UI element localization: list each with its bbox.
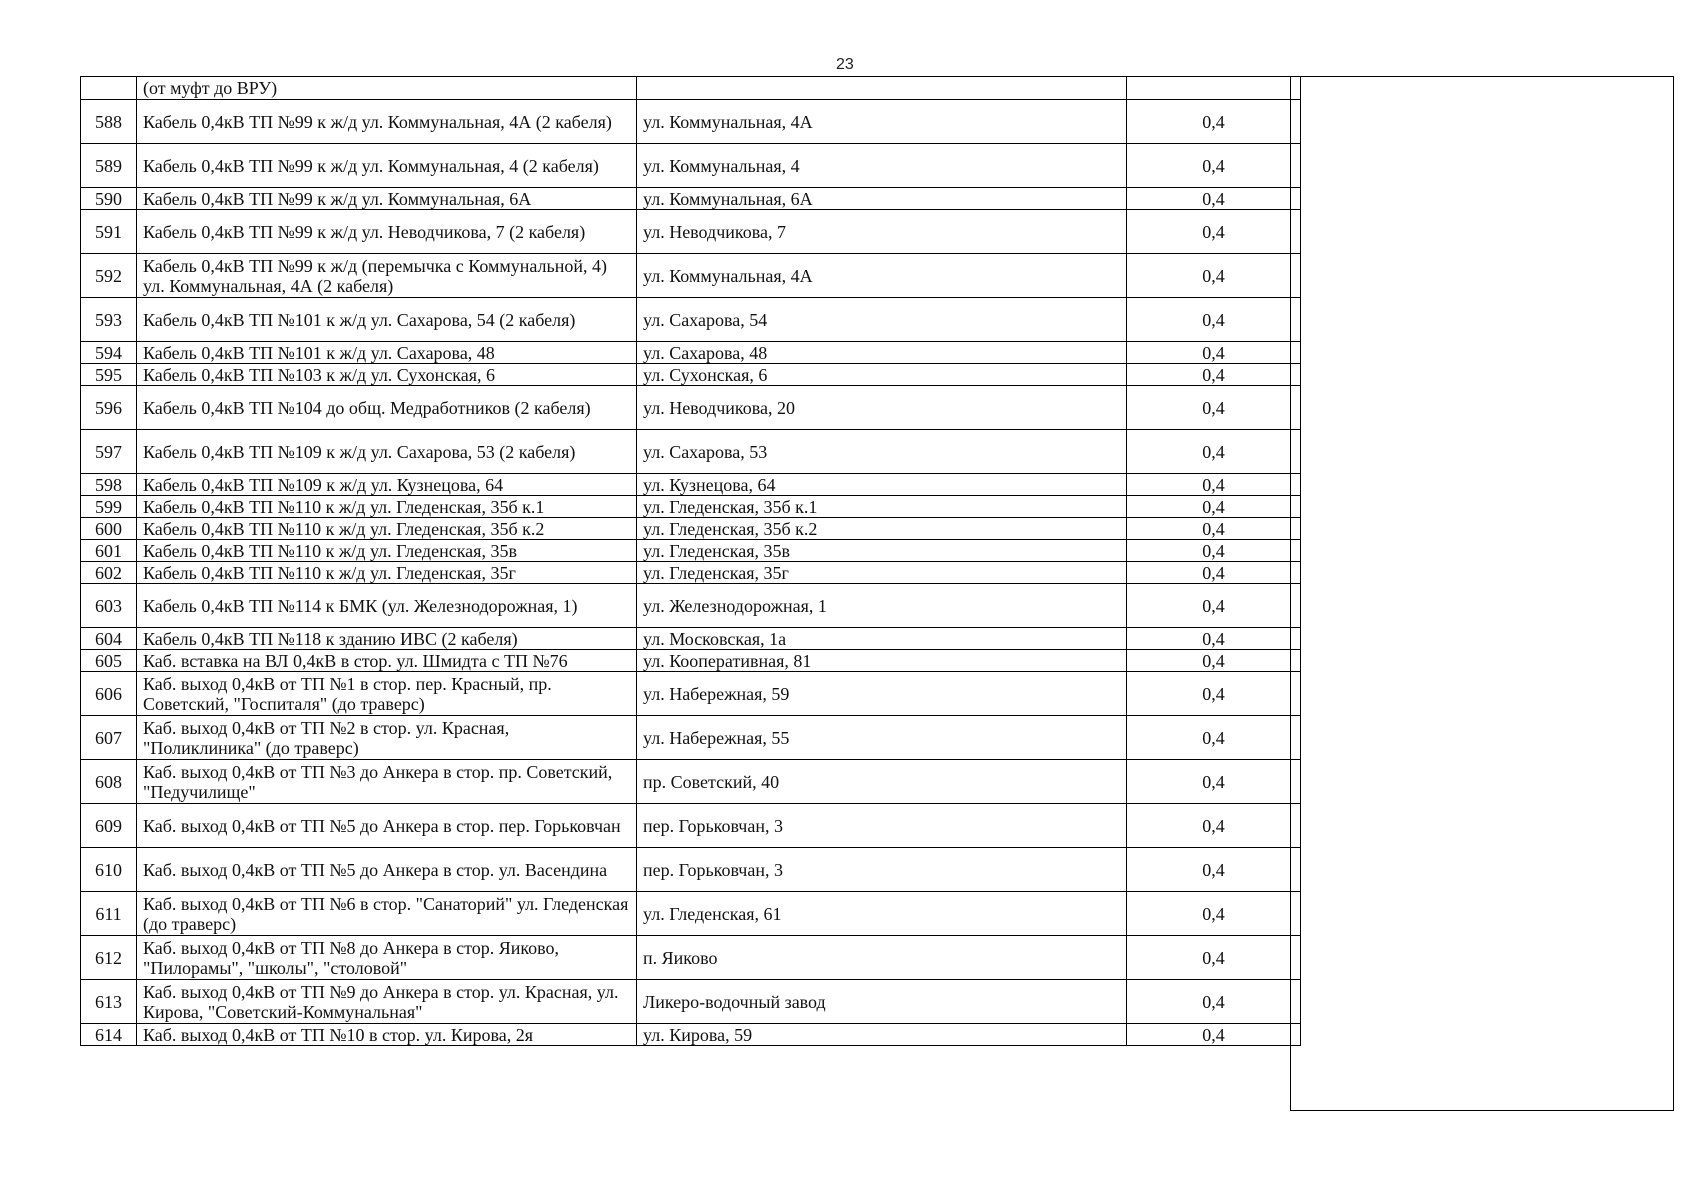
- table-row: [81, 298, 1301, 342]
- object-name: Каб. вставка на ВЛ 0,4кВ в стор. ул. Шмидта с ТП №76: [137, 650, 637, 672]
- object-name: Каб. выход 0,4кВ от ТП №8 до Анкера в стор. Яиково, "Пилорамы", "школы", "столовой": [137, 936, 637, 980]
- object-address: ул. Неводчикова, 7: [637, 210, 1127, 254]
- voltage-value: 0,4: [1127, 672, 1301, 716]
- object-address: пер. Горьковчан, 3: [637, 804, 1127, 848]
- object-name: Кабель 0,4кВ ТП №99 к ж/д ул. Коммунальная, 6А: [137, 188, 637, 210]
- table-row: [81, 100, 1301, 144]
- voltage-value: 0,4: [1127, 562, 1301, 584]
- row-number: 608: [81, 760, 137, 804]
- object-name: Каб. выход 0,4кВ от ТП №1 в стор. пер. Красный, пр. Советский, "Госпиталя" (до траверс): [137, 672, 637, 716]
- table-row: [81, 672, 1301, 716]
- row-number: 596: [81, 386, 137, 430]
- table-row: [81, 430, 1301, 474]
- voltage-value: 0,4: [1127, 540, 1301, 562]
- row-number: 612: [81, 936, 137, 980]
- object-name: Кабель 0,4кВ ТП №118 к зданию ИВС (2 кабеля): [137, 628, 637, 650]
- object-name: Каб. выход 0,4кВ от ТП №3 до Анкера в стор. пр. Советский, "Педучилище": [137, 760, 637, 804]
- voltage-value: 0,4: [1127, 496, 1301, 518]
- voltage-value: 0,4: [1127, 474, 1301, 496]
- table-row: [81, 474, 1301, 496]
- row-number: 602: [81, 562, 137, 584]
- table-row: [81, 386, 1301, 430]
- voltage-value: 0,4: [1127, 144, 1301, 188]
- table-row: [81, 254, 1301, 298]
- object-address: ул. Гледенская, 61: [637, 892, 1127, 936]
- table-row: [81, 562, 1301, 584]
- row-number: 589: [81, 144, 137, 188]
- row-number: 592: [81, 254, 137, 298]
- voltage-value: 0,4: [1127, 188, 1301, 210]
- table-row: [81, 650, 1301, 672]
- voltage-value: 0,4: [1127, 386, 1301, 430]
- object-name: Кабель 0,4кВ ТП №99 к ж/д ул. Неводчикова, 7 (2 кабеля): [137, 210, 637, 254]
- object-address: ул. Сухонская, 6: [637, 364, 1127, 386]
- table-row: [81, 584, 1301, 628]
- table-row: [81, 716, 1301, 760]
- table-row: [81, 980, 1301, 1024]
- row-number: [81, 77, 137, 100]
- table-row: [81, 496, 1301, 518]
- table-row: [81, 760, 1301, 804]
- table-row: [81, 188, 1301, 210]
- voltage-value: 0,4: [1127, 342, 1301, 364]
- object-name: Каб. выход 0,4кВ от ТП №5 до Анкера в стор. ул. Васендина: [137, 848, 637, 892]
- object-name: Кабель 0,4кВ ТП №101 к ж/д ул. Сахарова, 54 (2 кабеля): [137, 298, 637, 342]
- object-name: Кабель 0,4кВ ТП №99 к ж/д ул. Коммунальная, 4А (2 кабеля): [137, 100, 637, 144]
- row-number: 606: [81, 672, 137, 716]
- voltage-value: 0,4: [1127, 1024, 1301, 1046]
- voltage-value: 0,4: [1127, 298, 1301, 342]
- table-row: [81, 848, 1301, 892]
- object-address: ул. Кооперативная, 81: [637, 650, 1127, 672]
- object-address: ул. Сахарова, 48: [637, 342, 1127, 364]
- voltage-value: 0,4: [1127, 650, 1301, 672]
- object-address: ул. Сахарова, 53: [637, 430, 1127, 474]
- object-name: Кабель 0,4кВ ТП №104 до общ. Медработников (2 кабеля): [137, 386, 637, 430]
- voltage-value: 0,4: [1127, 936, 1301, 980]
- voltage-value: 0,4: [1127, 892, 1301, 936]
- object-address: ул. Кирова, 59: [637, 1024, 1127, 1046]
- object-name: Кабель 0,4кВ ТП №110 к ж/д ул. Гледенская, 35г: [137, 562, 637, 584]
- object-name: (от муфт до ВРУ): [137, 77, 637, 100]
- row-number: 613: [81, 980, 137, 1024]
- object-address: ул. Коммунальная, 4А: [637, 254, 1127, 298]
- object-address: ул. Кузнецова, 64: [637, 474, 1127, 496]
- table-body: [81, 77, 1301, 1046]
- object-address: ул. Набережная, 59: [637, 672, 1127, 716]
- object-address: пр. Советский, 40: [637, 760, 1127, 804]
- object-name: Кабель 0,4кВ ТП №110 к ж/д ул. Гледенская, 35б к.1: [137, 496, 637, 518]
- voltage-value: 0,4: [1127, 518, 1301, 540]
- voltage-value: 0,4: [1127, 980, 1301, 1024]
- voltage-value: 0,4: [1127, 364, 1301, 386]
- table-row: [81, 628, 1301, 650]
- object-address: ул. Коммунальная, 6А: [637, 188, 1127, 210]
- row-number: 598: [81, 474, 137, 496]
- object-address: [637, 77, 1127, 100]
- row-number: 588: [81, 100, 137, 144]
- row-number: 609: [81, 804, 137, 848]
- row-number: 605: [81, 650, 137, 672]
- voltage-value: [1127, 77, 1301, 100]
- object-address: ул. Коммунальная, 4А: [637, 100, 1127, 144]
- table-row: [81, 936, 1301, 980]
- voltage-value: 0,4: [1127, 848, 1301, 892]
- row-number: 590: [81, 188, 137, 210]
- row-number: 611: [81, 892, 137, 936]
- object-name: Кабель 0,4кВ ТП №103 к ж/д ул. Сухонская, 6: [137, 364, 637, 386]
- row-number: 607: [81, 716, 137, 760]
- object-address: Ликеро-водочный завод: [637, 980, 1127, 1024]
- object-address: ул. Неводчикова, 20: [637, 386, 1127, 430]
- voltage-value: 0,4: [1127, 430, 1301, 474]
- object-name: Каб. выход 0,4кВ от ТП №10 в стор. ул. Кирова, 2я: [137, 1024, 637, 1046]
- row-number: 597: [81, 430, 137, 474]
- object-name: Кабель 0,4кВ ТП №109 к ж/д ул. Сахарова, 53 (2 кабеля): [137, 430, 637, 474]
- object-name: Каб. выход 0,4кВ от ТП №6 в стор. "Санаторий" ул. Гледенская (до траверс): [137, 892, 637, 936]
- object-address: ул. Сахарова, 54: [637, 298, 1127, 342]
- object-name: Кабель 0,4кВ ТП №110 к ж/д ул. Гледенская, 35в: [137, 540, 637, 562]
- object-name: Кабель 0,4кВ ТП №114 к БМК (ул. Железнодорожная, 1): [137, 584, 637, 628]
- voltage-value: 0,4: [1127, 804, 1301, 848]
- object-name: Каб. выход 0,4кВ от ТП №2 в стор. ул. Красная, "Поликлиника" (до траверс): [137, 716, 637, 760]
- table-row: [81, 210, 1301, 254]
- object-address: п. Яиково: [637, 936, 1127, 980]
- object-address: ул. Гледенская, 35б к.2: [637, 518, 1127, 540]
- row-number: 593: [81, 298, 137, 342]
- voltage-value: 0,4: [1127, 716, 1301, 760]
- object-address: ул. Коммунальная, 4: [637, 144, 1127, 188]
- row-number: 595: [81, 364, 137, 386]
- voltage-value: 0,4: [1127, 628, 1301, 650]
- object-name: Кабель 0,4кВ ТП №109 к ж/д ул. Кузнецова, 64: [137, 474, 637, 496]
- row-number: 591: [81, 210, 137, 254]
- voltage-value: 0,4: [1127, 100, 1301, 144]
- row-number: 599: [81, 496, 137, 518]
- voltage-value: 0,4: [1127, 210, 1301, 254]
- table-row: [81, 144, 1301, 188]
- page-number: 23: [836, 56, 854, 73]
- voltage-value: 0,4: [1127, 254, 1301, 298]
- register-table: [80, 76, 1301, 1046]
- row-number: 600: [81, 518, 137, 540]
- row-number: 614: [81, 1024, 137, 1046]
- object-address: пер. Горьковчан, 3: [637, 848, 1127, 892]
- row-number: 594: [81, 342, 137, 364]
- voltage-value: 0,4: [1127, 584, 1301, 628]
- table-row: [81, 1024, 1301, 1046]
- object-address: ул. Гледенская, 35б к.1: [637, 496, 1127, 518]
- table-row: [81, 804, 1301, 848]
- table-row: [81, 364, 1301, 386]
- object-name: Кабель 0,4кВ ТП №99 к ж/д (перемычка с Коммунальной, 4) ул. Коммунальная, 4А (2 кабеля): [137, 254, 637, 298]
- voltage-value: 0,4: [1127, 760, 1301, 804]
- object-name: Кабель 0,4кВ ТП №99 к ж/д ул. Коммунальная, 4 (2 кабеля): [137, 144, 637, 188]
- table-row: [81, 892, 1301, 936]
- object-name: Кабель 0,4кВ ТП №101 к ж/д ул. Сахарова, 48: [137, 342, 637, 364]
- table-row: [81, 540, 1301, 562]
- row-number: 601: [81, 540, 137, 562]
- table-row: [81, 77, 1301, 100]
- object-name: Кабель 0,4кВ ТП №110 к ж/д ул. Гледенская, 35б к.2: [137, 518, 637, 540]
- row-number: 604: [81, 628, 137, 650]
- row-number: 610: [81, 848, 137, 892]
- object-address: ул. Гледенская, 35г: [637, 562, 1127, 584]
- right-frame: [1290, 76, 1674, 1111]
- object-address: ул. Гледенская, 35в: [637, 540, 1127, 562]
- object-address: ул. Железнодорожная, 1: [637, 584, 1127, 628]
- table-row: [81, 518, 1301, 540]
- object-name: Каб. выход 0,4кВ от ТП №5 до Анкера в стор. пер. Горьковчан: [137, 804, 637, 848]
- object-name: Каб. выход 0,4кВ от ТП №9 до Анкера в стор. ул. Красная, ул. Кирова, "Советский-Коммунальная": [137, 980, 637, 1024]
- table-row: [81, 342, 1301, 364]
- object-address: ул. Московская, 1а: [637, 628, 1127, 650]
- object-address: ул. Набережная, 55: [637, 716, 1127, 760]
- row-number: 603: [81, 584, 137, 628]
